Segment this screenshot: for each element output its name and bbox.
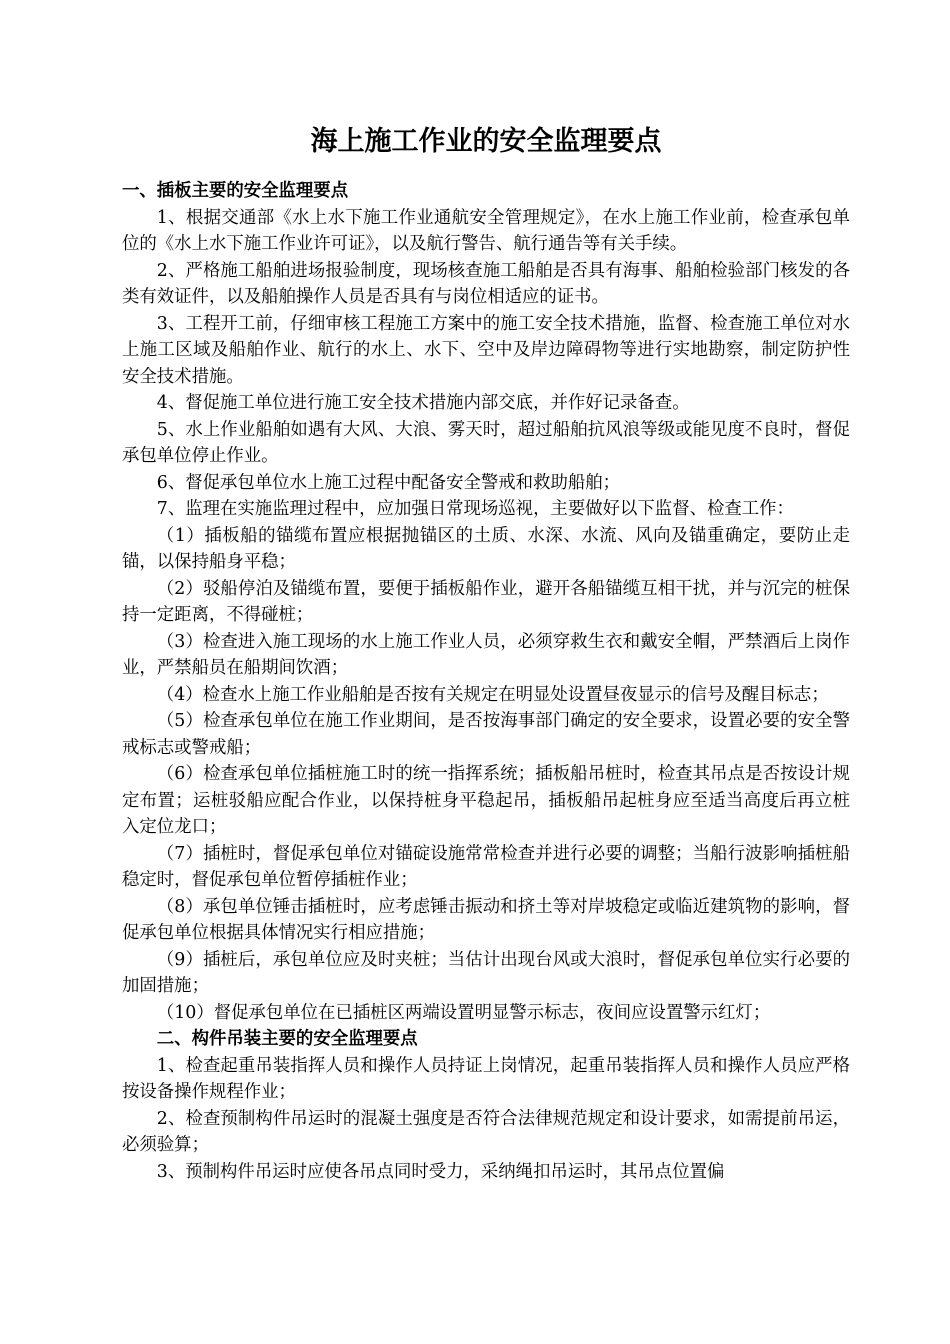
s1-paragraph-1: 1、根据交通部《水上水下施工作业通航安全管理规定》，在水上施工作业前，检查承包单位的《水上水下施工作业许可证》，以及航行警告、航行通告等有关手续。	[122, 207, 850, 254]
s1-item-7: （7）插桩时，督促承包单位对锚碇设施常常检查并进行必要的调整；当船行波影响插桩船稳定时，督促承包单位暂停插桩作业；	[122, 843, 850, 890]
s2-paragraph-3: 3、预制构件吊运时应使各吊点同时受力，采纳绳扣吊运时，其吊点位置偏	[156, 1161, 725, 1182]
s1-item-3: （3）检查进入施工现场的水上施工作业人员，必须穿救生衣和戴安全帽，严禁酒后上岗作业，严禁船员在船期间饮酒；	[122, 631, 850, 678]
s2-paragraph-1: 1、检查起重吊装指挥人员和操作人员持证上岗情况，起重吊装指挥人员和操作人员应严格按设备操作规程作业；	[122, 1055, 850, 1102]
s1-paragraph-5: 5、水上作业船舶如遇有大风、大浪、雾天时，超过船舶抗风浪等级或能见度不良时，督促承包单位停止作业。	[122, 419, 850, 466]
s1-item-6: （6）检查承包单位插桩施工时的统一指挥系统；插板船吊桩时，检查其吊点是否按设计规定布置；运桩驳船应配合作业，以保持桩身平稳起吊，插板船吊起桩身应至适当高度后再立桩入定位龙口；	[122, 764, 850, 837]
s1-item-1: （1）插板船的锚缆布置应根据抛锚区的土质、水深、水流、风向及锚重确定，要防止走锚，以保持船身平稳；	[122, 525, 850, 572]
s1-item-8: （8）承包单位锤击插桩时，应考虑锤击振动和挤土等对岸坡稳定或临近建筑物的影响，督促承包单位根据具体情况实行相应措施；	[122, 896, 850, 943]
document-title: 海上施工作业的安全监理要点	[310, 126, 662, 157]
section-2-heading: 二、构件吊装主要的安全监理要点	[156, 1029, 418, 1049]
s1-item-9: （9）插桩后，承包单位应及时夹桩；当估计出现台风或大浪时，督促承包单位实行必要的加固措施；	[122, 949, 850, 996]
s1-item-2: （2）驳船停泊及锚缆布置，要便于插板船作业，避开各船锚缆互相干扰，并与沉完的桩保持一定距离，不得碰桩；	[122, 578, 850, 625]
s1-paragraph-6: 6、督促承包单位水上施工过程中配备安全警戒和救助船舶；	[156, 472, 621, 493]
document-body	[122, 178, 850, 1185]
s1-item-10: （10）督促承包单位在已插桩区两端设置明显警示标志，夜间应设置警示红灯；	[156, 1002, 771, 1023]
s1-paragraph-3: 3、工程开工前，仔细审核工程施工方案中的施工安全技术措施，监督、检查施工单位对水上施工区域及船舶作业、航行的水上、水下、空中及岸边障碍物等进行实地勘察，制定防护性安全技术措施。	[122, 313, 850, 387]
s1-paragraph-7: 7、监理在实施监理过程中，应加强日常现场巡视，主要做好以下监督、检查工作：	[156, 499, 794, 519]
s1-item-4: （4）检查水上施工作业船舶是否按有关规定在明显处设置昼夜显示的信号及醒目标志；	[156, 684, 829, 705]
section-1-heading: 一、插板主要的安全监理要点	[122, 181, 349, 201]
s1-paragraph-4: 4、督促施工单位进行施工安全技术措施内部交底，并作好记录备查。	[156, 393, 690, 413]
s2-paragraph-2: 2、检查预制构件吊运时的混凝土强度是否符合法律规范规定和设计要求，如需提前吊运，必须验算；	[122, 1108, 850, 1155]
s1-item-5: （5）检查承包单位在施工作业期间，是否按海事部门确定的安全要求，设置必要的安全警戒标志或警戒船；	[122, 711, 850, 758]
s1-paragraph-2: 2、严格施工船舶进场报验制度，现场核查施工船舶是否具有海事、船舶检验部门核发的各类有效证件，以及船舶操作人员是否具有与岗位相适应的证书。	[122, 260, 850, 307]
